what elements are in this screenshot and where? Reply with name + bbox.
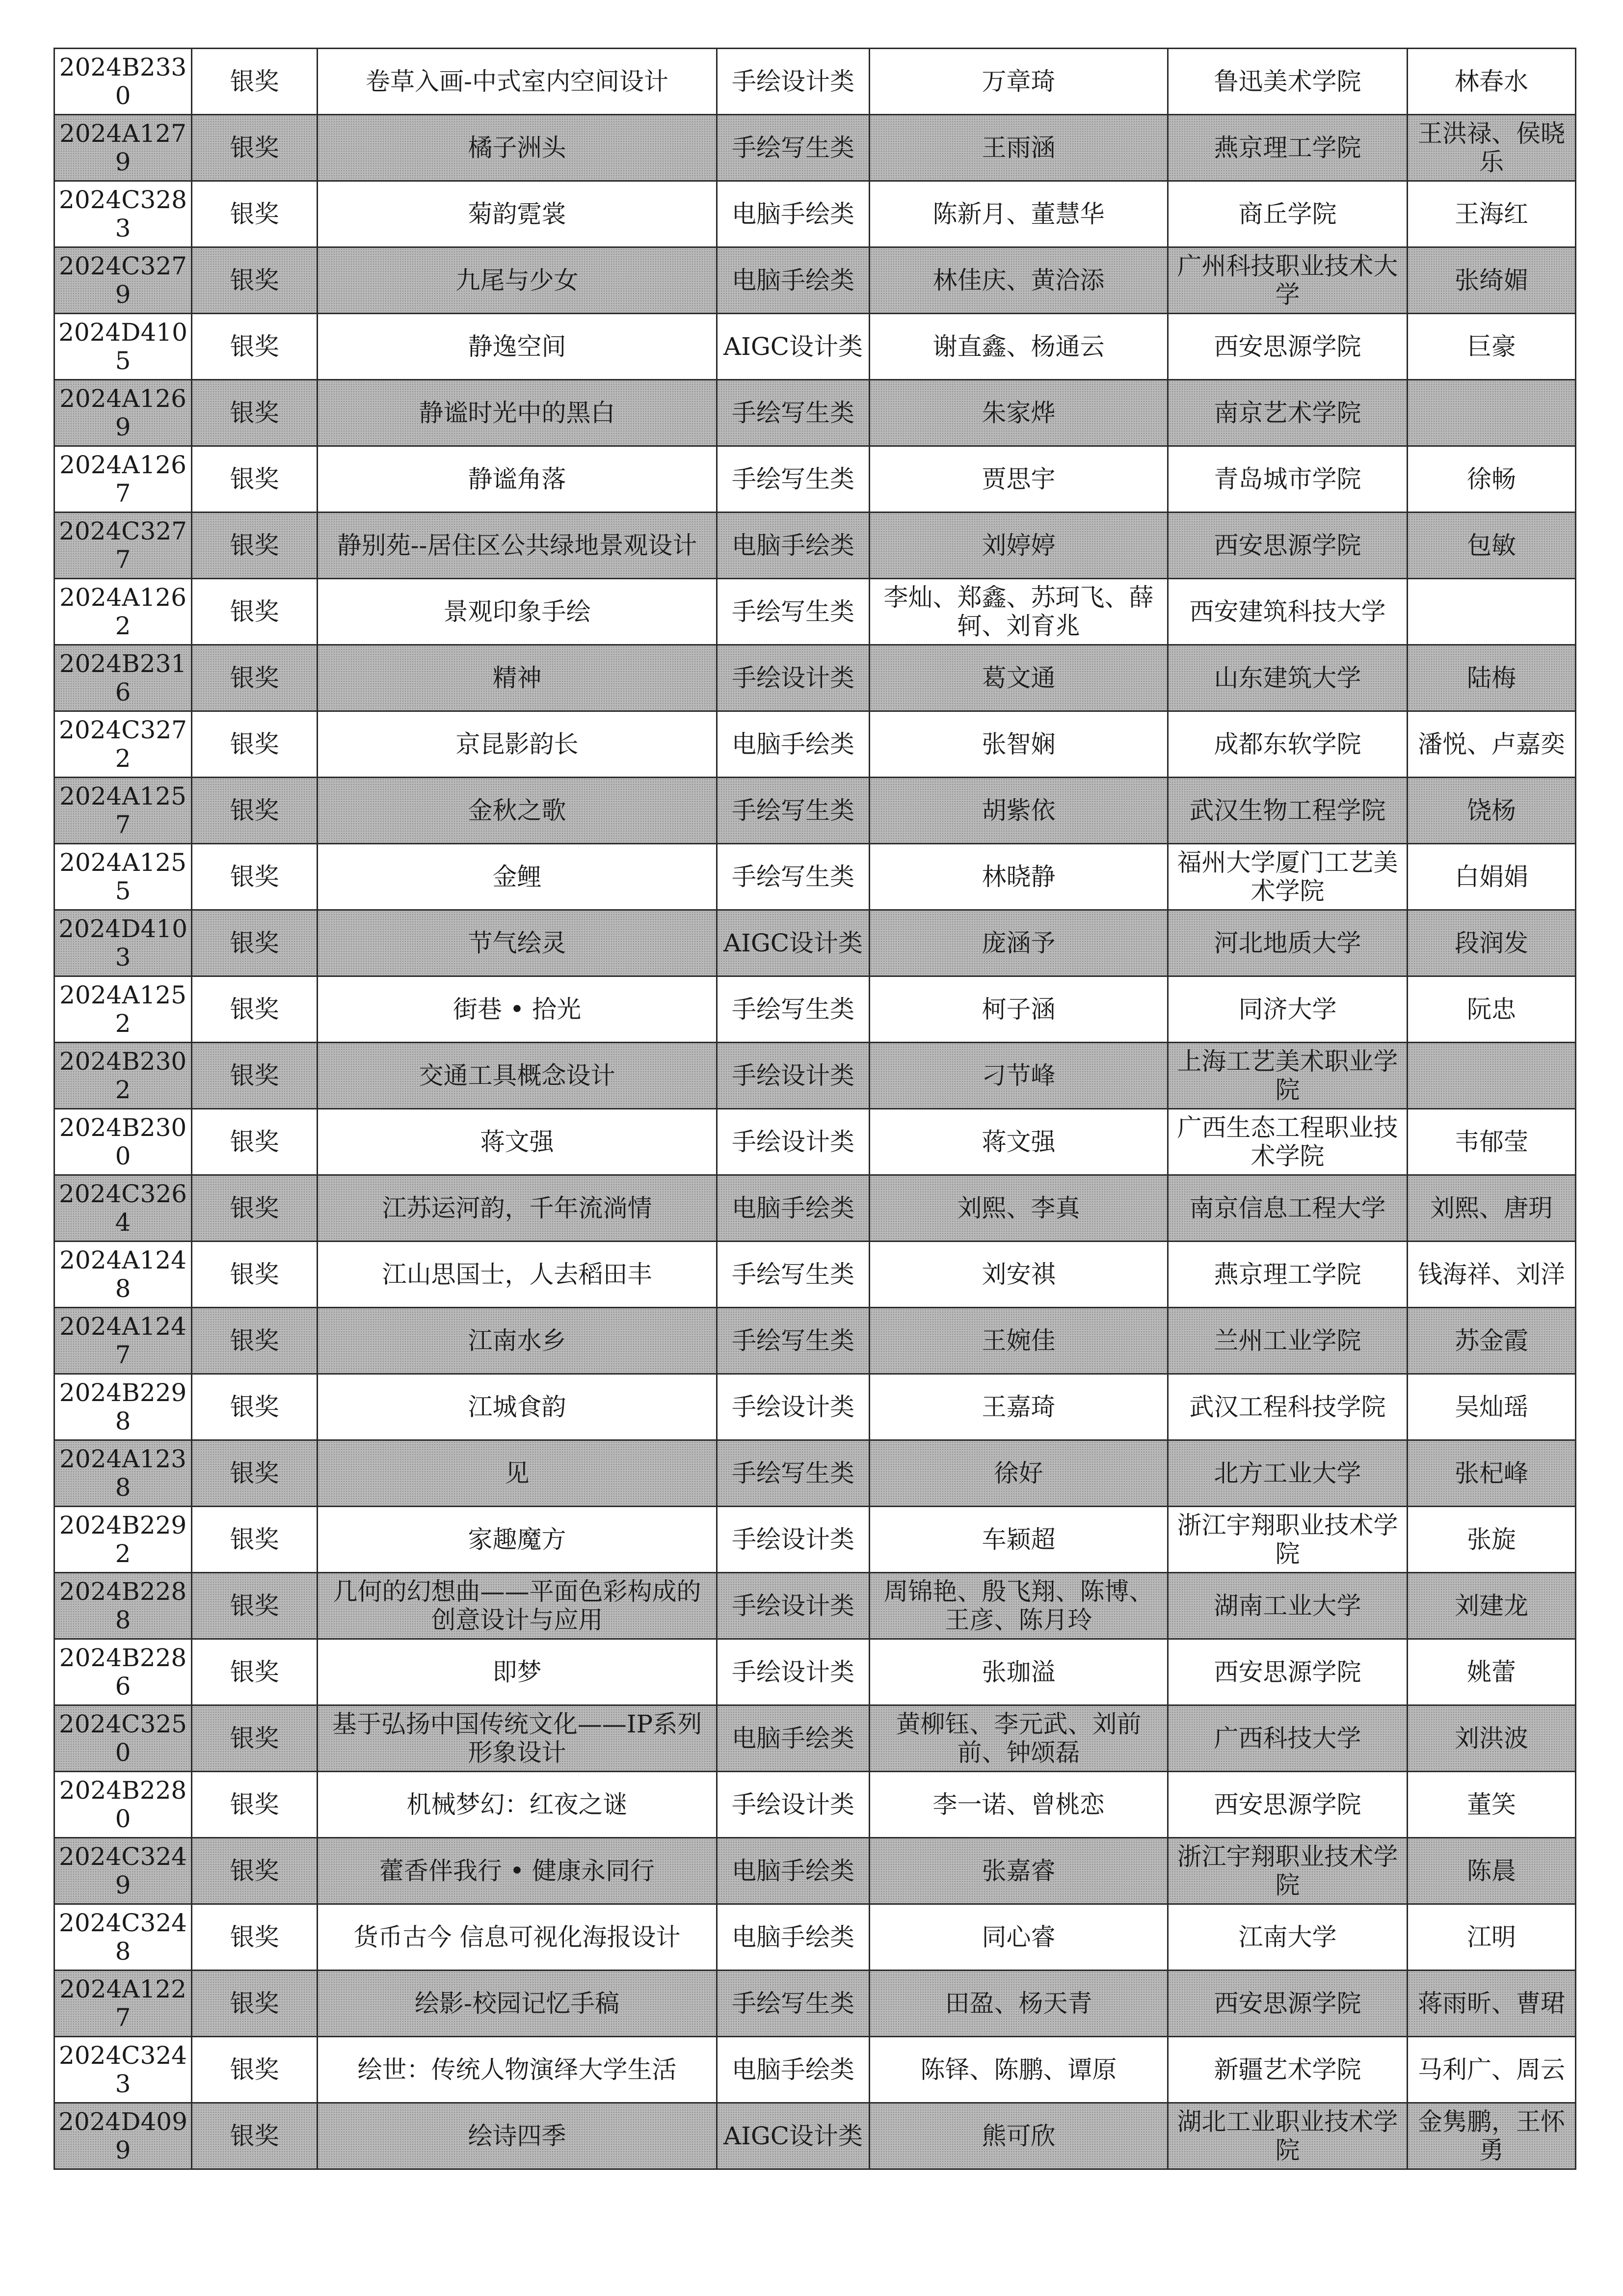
award-cell: 银奖 [192,645,318,711]
award-cell: 银奖 [192,2037,318,2103]
category-cell: 电脑手绘类 [717,513,870,579]
authors-cell: 柯子涵 [870,976,1168,1043]
table-row [54,247,1576,314]
table-row [54,314,1576,380]
school-cell: 武汉工程科技学院 [1168,1374,1408,1440]
work-title-cell: 静谧角落 [318,446,717,513]
advisor-cell: 张杞峰 [1408,1440,1576,1507]
entry-id-cell: 2024D4105 [54,314,192,380]
award-list-table [53,48,1576,2170]
table-row [54,1175,1576,1242]
category-cell: 手绘写生类 [717,115,870,181]
work-title-cell: 金鲤 [318,844,717,910]
school-cell: 浙江宇翔职业技术学院 [1168,1838,1408,1904]
advisor-cell: 刘熙、唐玥 [1408,1175,1576,1242]
table-row [54,2103,1576,2169]
authors-cell: 林晓静 [870,844,1168,910]
advisor-cell: 陈晨 [1408,1838,1576,1904]
category-cell: 手绘写生类 [717,1242,870,1308]
school-cell: 浙江宇翔职业技术学院 [1168,1507,1408,1573]
table-row [54,1308,1576,1374]
entry-id-cell: 2024B2288 [54,1573,192,1639]
advisor-cell: 阮忠 [1408,976,1576,1043]
work-title-cell: 金秋之歌 [318,778,717,844]
advisor-cell: 巨豪 [1408,314,1576,380]
school-cell: 广西生态工程职业技术学院 [1168,1109,1408,1175]
category-cell: 手绘写生类 [717,446,870,513]
table-row [54,645,1576,711]
entry-id-cell: 2024A1248 [54,1242,192,1308]
advisor-cell: 蒋雨昕、曹珺 [1408,1971,1576,2037]
advisor-cell: 江明 [1408,1904,1576,1971]
entry-id-cell: 2024A1257 [54,778,192,844]
advisor-cell: 陆梅 [1408,645,1576,711]
authors-cell: 周锦艳、殷飞翔、陈博、王彦、陈月玲 [870,1573,1168,1639]
work-title-cell: 九尾与少女 [318,247,717,314]
category-cell: 手绘设计类 [717,1573,870,1639]
authors-cell: 王嘉琦 [870,1374,1168,1440]
table-row [54,1573,1576,1639]
entry-id-cell: 2024C3279 [54,247,192,314]
table-row [54,579,1576,645]
advisor-cell: 马利广、周云 [1408,2037,1576,2103]
entry-id-cell: 2024C3264 [54,1175,192,1242]
authors-cell: 万章琦 [870,49,1168,115]
entry-id-cell: 2024C3243 [54,2037,192,2103]
authors-cell: 熊可欣 [870,2103,1168,2169]
work-title-cell: 交通工具概念设计 [318,1043,717,1109]
table-row [54,1904,1576,1971]
school-cell: 西安建筑科技大学 [1168,579,1408,645]
category-cell: 手绘写生类 [717,579,870,645]
authors-cell: 陈新月、董慧华 [870,181,1168,247]
award-cell: 银奖 [192,1043,318,1109]
school-cell: 鲁迅美术学院 [1168,49,1408,115]
advisor-cell: 潘悦、卢嘉奕 [1408,711,1576,778]
table-row [54,1507,1576,1573]
work-title-cell: 绘影-校园记忆手稿 [318,1971,717,2037]
table-row [54,446,1576,513]
advisor-cell: 钱海祥、刘洋 [1408,1242,1576,1308]
table-row [54,711,1576,778]
award-cell: 银奖 [192,115,318,181]
entry-id-cell: 2024B2286 [54,1639,192,1705]
entry-id-cell: 2024A1247 [54,1308,192,1374]
table-row [54,1971,1576,2037]
authors-cell: 张智娴 [870,711,1168,778]
award-cell: 银奖 [192,1772,318,1838]
category-cell: 电脑手绘类 [717,181,870,247]
school-cell: 湖北工业职业技术学院 [1168,2103,1408,2169]
work-title-cell: 家趣魔方 [318,1507,717,1573]
authors-cell: 李灿、郑鑫、苏珂飞、薛轲、刘育兆 [870,579,1168,645]
award-cell: 银奖 [192,844,318,910]
authors-cell: 蒋文强 [870,1109,1168,1175]
category-cell: 手绘设计类 [717,1639,870,1705]
entry-id-cell: 2024A1262 [54,579,192,645]
authors-cell: 张珈溢 [870,1639,1168,1705]
category-cell: AIGC设计类 [717,910,870,976]
authors-cell: 黄柳钰、李元武、刘前前、钟颂磊 [870,1705,1168,1772]
entry-id-cell: 2024C3250 [54,1705,192,1772]
award-table-body [54,49,1576,2169]
category-cell: 手绘写生类 [717,976,870,1043]
award-cell: 银奖 [192,49,318,115]
advisor-cell: 白娟娟 [1408,844,1576,910]
category-cell: 手绘写生类 [717,380,870,446]
category-cell: 手绘写生类 [717,1971,870,2037]
category-cell: 手绘设计类 [717,1109,870,1175]
authors-cell: 同心睿 [870,1904,1168,1971]
award-cell: 银奖 [192,314,318,380]
school-cell: 河北地质大学 [1168,910,1408,976]
entry-id-cell: 2024A1252 [54,976,192,1043]
advisor-cell [1408,579,1576,645]
authors-cell: 陈铎、陈鹏、谭原 [870,2037,1168,2103]
table-row [54,49,1576,115]
table-row [54,1440,1576,1507]
advisor-cell: 姚蕾 [1408,1639,1576,1705]
advisor-cell: 金隽鹏，王怀勇 [1408,2103,1576,2169]
award-cell: 银奖 [192,513,318,579]
work-title-cell: 街巷 • 拾光 [318,976,717,1043]
advisor-cell: 徐畅 [1408,446,1576,513]
award-cell: 银奖 [192,1109,318,1175]
work-title-cell: 绘诗四季 [318,2103,717,2169]
advisor-cell: 韦郁莹 [1408,1109,1576,1175]
table-row [54,844,1576,910]
advisor-cell [1408,380,1576,446]
table-row [54,910,1576,976]
entry-id-cell: 2024D4103 [54,910,192,976]
category-cell: 手绘写生类 [717,844,870,910]
category-cell: 手绘写生类 [717,1308,870,1374]
work-title-cell: 景观印象手绘 [318,579,717,645]
category-cell: 手绘设计类 [717,645,870,711]
entry-id-cell: 2024B2298 [54,1374,192,1440]
category-cell: 电脑手绘类 [717,247,870,314]
advisor-cell: 包敏 [1408,513,1576,579]
authors-cell: 徐好 [870,1440,1168,1507]
school-cell: 青岛城市学院 [1168,446,1408,513]
entry-id-cell: 2024A1269 [54,380,192,446]
category-cell: 手绘写生类 [717,1440,870,1507]
work-title-cell: 见 [318,1440,717,1507]
entry-id-cell: 2024B2280 [54,1772,192,1838]
authors-cell: 朱家烨 [870,380,1168,446]
work-title-cell: 精神 [318,645,717,711]
table-row [54,181,1576,247]
table-row [54,1109,1576,1175]
authors-cell: 林佳庆、黄洽添 [870,247,1168,314]
authors-cell: 王雨涵 [870,115,1168,181]
entry-id-cell: 2024B2300 [54,1109,192,1175]
advisor-cell: 苏金霞 [1408,1308,1576,1374]
award-cell: 银奖 [192,1242,318,1308]
award-cell: 银奖 [192,778,318,844]
school-cell: 燕京理工学院 [1168,1242,1408,1308]
table-row [54,778,1576,844]
authors-cell: 车颖超 [870,1507,1168,1573]
advisor-cell: 吴灿瑶 [1408,1374,1576,1440]
school-cell: 南京艺术学院 [1168,380,1408,446]
school-cell: 山东建筑大学 [1168,645,1408,711]
entry-id-cell: 2024C3283 [54,181,192,247]
award-cell: 银奖 [192,1838,318,1904]
category-cell: AIGC设计类 [717,314,870,380]
school-cell: 广西科技大学 [1168,1705,1408,1772]
school-cell: 福州大学厦门工艺美术学院 [1168,844,1408,910]
table-row [54,1838,1576,1904]
advisor-cell: 张绮媚 [1408,247,1576,314]
table-row [54,976,1576,1043]
school-cell: 西安思源学院 [1168,314,1408,380]
school-cell: 成都东软学院 [1168,711,1408,778]
work-title-cell: 卷草入画-中式室内空间设计 [318,49,717,115]
table-row [54,1772,1576,1838]
work-title-cell: 橘子洲头 [318,115,717,181]
entry-id-cell: 2024A1279 [54,115,192,181]
entry-id-cell: 2024A1227 [54,1971,192,2037]
work-title-cell: 节气绘灵 [318,910,717,976]
school-cell: 西安思源学院 [1168,1772,1408,1838]
work-title-cell: 货币古今 信息可视化海报设计 [318,1904,717,1971]
award-cell: 银奖 [192,1507,318,1573]
category-cell: 电脑手绘类 [717,711,870,778]
school-cell: 商丘学院 [1168,181,1408,247]
category-cell: 电脑手绘类 [717,1904,870,1971]
school-cell: 湖南工业大学 [1168,1573,1408,1639]
authors-cell: 胡紫依 [870,778,1168,844]
entry-id-cell: 2024C3248 [54,1904,192,1971]
award-cell: 银奖 [192,2103,318,2169]
entry-id-cell: 2024C3249 [54,1838,192,1904]
award-cell: 银奖 [192,1705,318,1772]
school-cell: 江南大学 [1168,1904,1408,1971]
category-cell: 手绘设计类 [717,1772,870,1838]
advisor-cell: 林春水 [1408,49,1576,115]
work-title-cell: 基于弘扬中国传统文化——IP系列形象设计 [318,1705,717,1772]
table-row [54,380,1576,446]
work-title-cell: 菊韵霓裳 [318,181,717,247]
work-title-cell: 静逸空间 [318,314,717,380]
work-title-cell: 京昆影韵长 [318,711,717,778]
authors-cell: 贾思宇 [870,446,1168,513]
school-cell: 北方工业大学 [1168,1440,1408,1507]
advisor-cell: 王海红 [1408,181,1576,247]
category-cell: 电脑手绘类 [717,1838,870,1904]
work-title-cell: 江南水乡 [318,1308,717,1374]
work-title-cell: 江城食韵 [318,1374,717,1440]
category-cell: 手绘写生类 [717,778,870,844]
school-cell: 武汉生物工程学院 [1168,778,1408,844]
school-cell: 西安思源学院 [1168,513,1408,579]
school-cell: 西安思源学院 [1168,1971,1408,2037]
authors-cell: 庞涵予 [870,910,1168,976]
category-cell: 电脑手绘类 [717,1705,870,1772]
table-row [54,1242,1576,1308]
advisor-cell: 张旋 [1408,1507,1576,1573]
award-cell: 银奖 [192,1904,318,1971]
work-title-cell: 即梦 [318,1639,717,1705]
award-cell: 银奖 [192,1639,318,1705]
table-row [54,115,1576,181]
school-cell: 西安思源学院 [1168,1639,1408,1705]
award-cell: 银奖 [192,1374,318,1440]
category-cell: 手绘设计类 [717,49,870,115]
authors-cell: 李一诺、曾桃恋 [870,1772,1168,1838]
advisor-cell: 段润发 [1408,910,1576,976]
table-row [54,2037,1576,2103]
advisor-cell: 董笑 [1408,1772,1576,1838]
authors-cell: 谢直鑫、杨通云 [870,314,1168,380]
advisor-cell: 刘建龙 [1408,1573,1576,1639]
award-cell: 银奖 [192,910,318,976]
table-row [54,513,1576,579]
table-row [54,1374,1576,1440]
work-title-cell: 江苏运河韵，千年流淌情 [318,1175,717,1242]
award-cell: 银奖 [192,711,318,778]
authors-cell: 刁节峰 [870,1043,1168,1109]
authors-cell: 田盈、杨天青 [870,1971,1168,2037]
work-title-cell: 静别苑--居住区公共绿地景观设计 [318,513,717,579]
entry-id-cell: 2024B2330 [54,49,192,115]
authors-cell: 刘熙、李真 [870,1175,1168,1242]
award-cell: 银奖 [192,247,318,314]
school-cell: 新疆艺术学院 [1168,2037,1408,2103]
advisor-cell: 饶杨 [1408,778,1576,844]
work-title-cell: 江山思国士，人去稻田丰 [318,1242,717,1308]
advisor-cell: 王洪禄、侯晓乐 [1408,115,1576,181]
work-title-cell: 藿香伴我行 • 健康永同行 [318,1838,717,1904]
authors-cell: 葛文通 [870,645,1168,711]
school-cell: 兰州工业学院 [1168,1308,1408,1374]
school-cell: 燕京理工学院 [1168,115,1408,181]
award-cell: 银奖 [192,976,318,1043]
authors-cell: 张嘉睿 [870,1838,1168,1904]
authors-cell: 王婉佳 [870,1308,1168,1374]
advisor-cell: 刘洪波 [1408,1705,1576,1772]
category-cell: 电脑手绘类 [717,1175,870,1242]
entry-id-cell: 2024A1255 [54,844,192,910]
school-cell: 广州科技职业技术大学 [1168,247,1408,314]
table-row [54,1705,1576,1772]
entry-id-cell: 2024C3277 [54,513,192,579]
award-cell: 银奖 [192,181,318,247]
entry-id-cell: 2024B2316 [54,645,192,711]
entry-id-cell: 2024D4099 [54,2103,192,2169]
work-title-cell: 绘世：传统人物演绎大学生活 [318,2037,717,2103]
entry-id-cell: 2024A1238 [54,1440,192,1507]
award-cell: 银奖 [192,1971,318,2037]
school-cell: 上海工艺美术职业学院 [1168,1043,1408,1109]
work-title-cell: 静谧时光中的黑白 [318,380,717,446]
work-title-cell: 几何的幻想曲——平面色彩构成的创意设计与应用 [318,1573,717,1639]
work-title-cell: 机械梦幻：红夜之谜 [318,1772,717,1838]
authors-cell: 刘婷婷 [870,513,1168,579]
award-cell: 银奖 [192,579,318,645]
entry-id-cell: 2024C3272 [54,711,192,778]
school-cell: 同济大学 [1168,976,1408,1043]
entry-id-cell: 2024A1267 [54,446,192,513]
category-cell: 手绘设计类 [717,1507,870,1573]
award-cell: 银奖 [192,1440,318,1507]
school-cell: 南京信息工程大学 [1168,1175,1408,1242]
table-row [54,1639,1576,1705]
award-cell: 银奖 [192,1573,318,1639]
award-cell: 银奖 [192,446,318,513]
advisor-cell [1408,1043,1576,1109]
category-cell: 手绘设计类 [717,1374,870,1440]
entry-id-cell: 2024B2292 [54,1507,192,1573]
work-title-cell: 蒋文强 [318,1109,717,1175]
category-cell: 电脑手绘类 [717,2037,870,2103]
entry-id-cell: 2024B2302 [54,1043,192,1109]
table-row [54,1043,1576,1109]
award-cell: 银奖 [192,1175,318,1242]
category-cell: AIGC设计类 [717,2103,870,2169]
category-cell: 手绘设计类 [717,1043,870,1109]
authors-cell: 刘安祺 [870,1242,1168,1308]
award-cell: 银奖 [192,380,318,446]
award-cell: 银奖 [192,1308,318,1374]
